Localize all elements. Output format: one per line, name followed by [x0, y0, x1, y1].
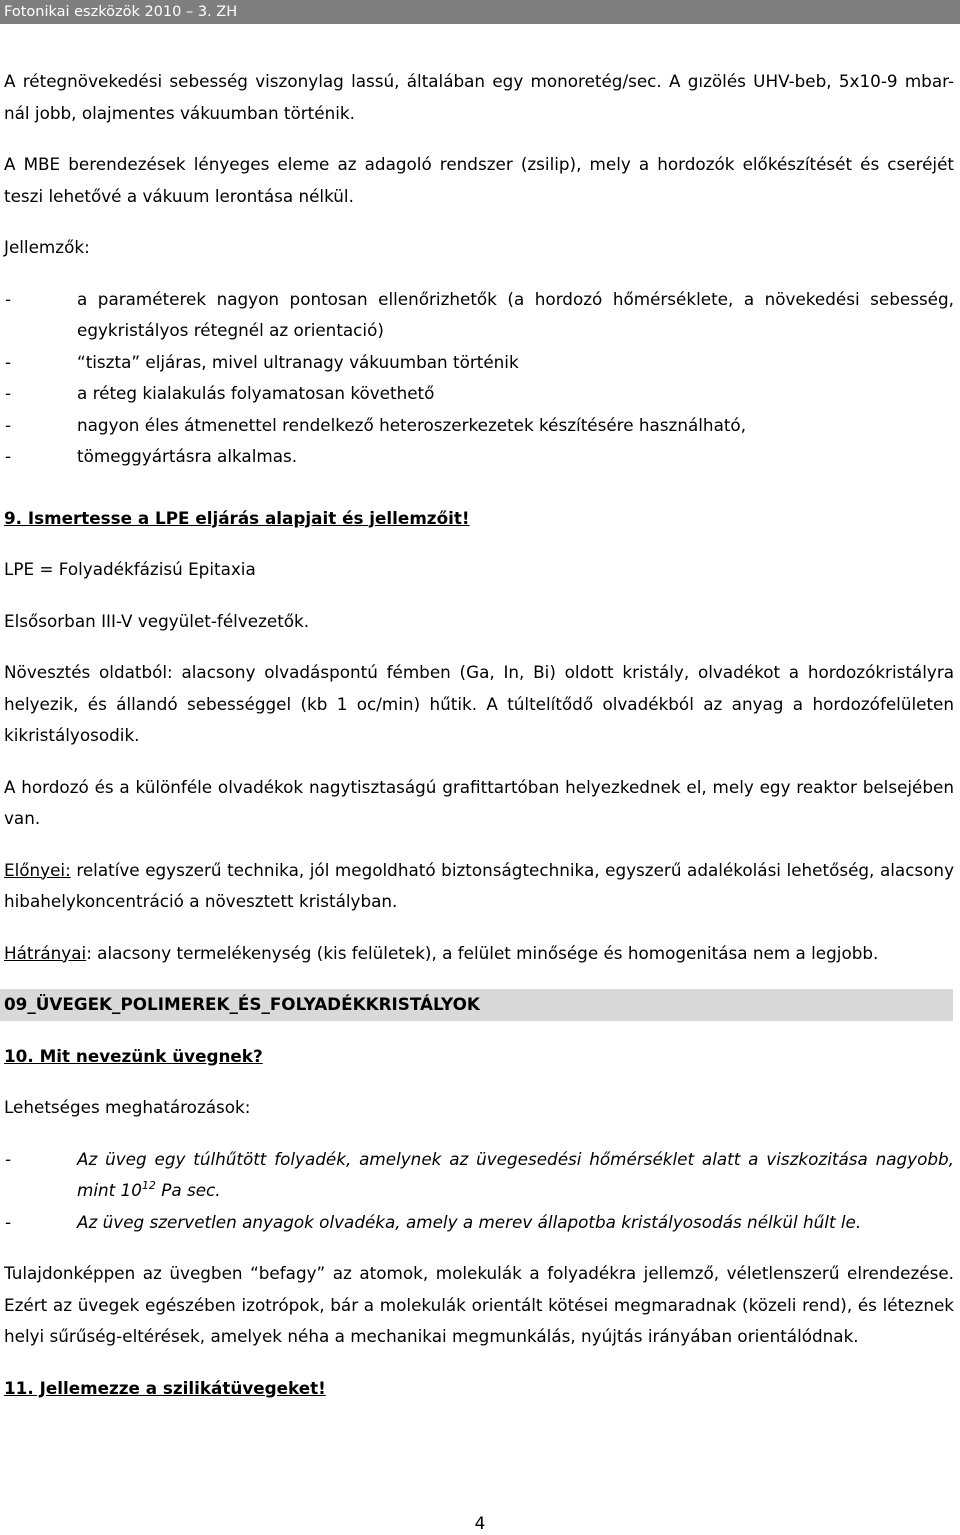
- question-11-heading: 11. Jellemezze a szilikátüvegeket!: [4, 1377, 326, 1398]
- glass-definitions-list: [4, 1144, 954, 1239]
- lpe-growth: Növesztés oldatból: alacsony olvadáspontú fémben (Ga, In, Bi) oldott kristály, olvadékot a hordozókristályra helyezik, és állandó sebességgel (kb 1 oc/min) hűtik. A túltelítődő olvadékból az anyag a hordozófelületen kikristályosodik.: [4, 662, 954, 745]
- lpe-advantages: [4, 855, 954, 918]
- features-label: Jellemzők:: [4, 237, 90, 257]
- paragraph-mbe-loadlock: A MBE berendezések lényeges eleme az adagoló rendszer (zsilip), mely a hordozók előkészítését és cseréjét teszi lehetővé a vákuum lerontása nélkül.: [4, 154, 954, 206]
- glass-explanation: Tulajdonképpen az üvegben “befagy” az atomok, molekulák a folyadékra jellemző, véletlenszerű elrendezése. Ezért az üvegek egészében izotrópok, bár a molekulák orientált kötései megmaradnak (közeli rend), és léteznek helyi sűrűség-eltérések, amelyek néha a mechanikai megmunkálás, nyújtás irányában orientálódnak.: [4, 1263, 954, 1346]
- header-title: Fotonikai eszközök 2010 – 3. ZH: [4, 4, 238, 20]
- paragraph-growth-rate: A rétegnövekedési sebesség viszonylag lassú, általában egy monoretég/sec. A gızölés UHV-beb, 5x10-9 mbar-nál jobb, olajmentes vákuumban történik.: [4, 71, 954, 123]
- exponent: 12: [141, 1179, 156, 1192]
- lpe-materials: Elsősorban III-V vegyület-félvezetők.: [4, 610, 310, 631]
- question-9-heading: 9. Ismertesse a LPE eljárás alapjait és jellemzőit!: [4, 507, 470, 528]
- advantages-text: relatíve egyszerű technika, jól megoldható biztonságtechnika, egyszerű adalékolási lehetőség, alacsony hibahelykoncentráció a növesztett kristályban.: [4, 859, 954, 911]
- list-item: - nagyon éles átmenettel rendelkező heteroszerkezetek készítésére használható,: [4, 410, 954, 442]
- lpe-definition: LPE = Folyadékfázisú Epitaxia: [4, 559, 256, 579]
- list-item: - tömeggyártásra alkalmas.: [4, 441, 954, 473]
- mbe-features-list: [4, 284, 954, 473]
- page-number: 4: [474, 1513, 486, 1533]
- page-body: [4, 66, 954, 1424]
- list-item: - Az üveg szervetlen anyagok olvadéka, amely a merev állapotba kristályosodás nélkül hűlt le.: [4, 1207, 954, 1239]
- definition-1-text: Az üveg egy túlhűtött folyadék, amelynek az üvegesedési hőmérséklet alatt a viszkozitása nagyobb, mint 10: [77, 1148, 954, 1200]
- disadvantages-text: : alacsony termelékenység (kis felületek), a felület minősége és homogenitása nem a legjobb.: [86, 942, 879, 963]
- advantages-label: Előnyei:: [4, 859, 71, 880]
- question-10-heading: 10. Mit nevezünk üvegnek?: [4, 1045, 263, 1066]
- list-item: [4, 1144, 954, 1207]
- definition-1-unit: Pa sec.: [155, 1180, 221, 1200]
- list-item: - a réteg kialakulás folyamatosan követhető: [4, 378, 954, 410]
- lpe-disadvantages: [4, 938, 954, 970]
- document-header: [0, 0, 960, 24]
- definitions-intro: Lehetséges meghatározások:: [4, 1097, 251, 1117]
- list-item: - a paraméterek nagyon pontosan ellenőrizhetők (a hordozó hőmérséklete, a növekedési sebesség, egykristályos rétegnél az orientació): [4, 284, 954, 347]
- list-item: - “tiszta” eljáras, mivel ultranagy vákuumban történik: [4, 347, 954, 379]
- disadvantages-label: Hátrányai: [4, 942, 87, 963]
- lpe-container: A hordozó és a különféle olvadékok nagytisztaságú grafittartóban helyezkednek el, mely egy reaktor belsejében van.: [4, 776, 954, 828]
- section-title-bar: 09_ÜVEGEK_POLIMEREK_ÉS_FOLYADÉKKRISTÁLYOK: [0, 989, 953, 1021]
